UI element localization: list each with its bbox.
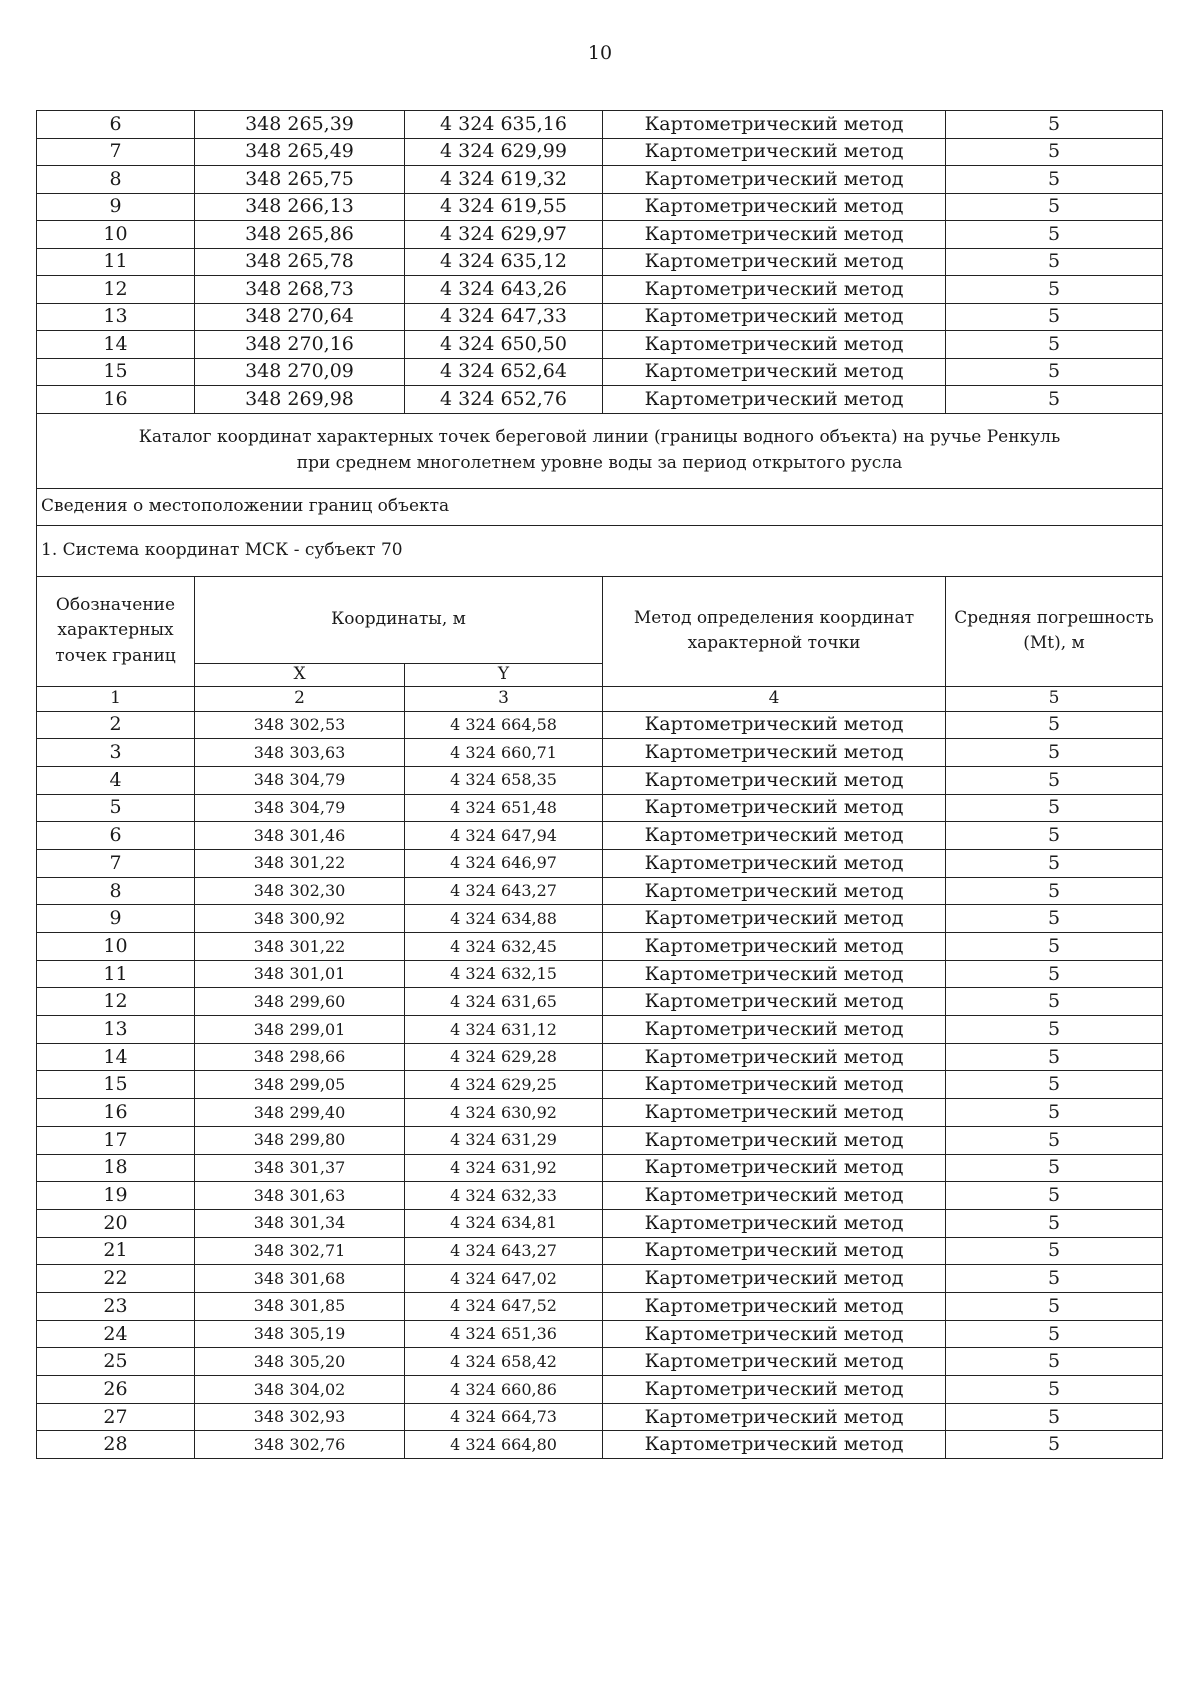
coord-y: 4 324 635,16 [405, 111, 603, 139]
coord-x: 348 301,63 [195, 1182, 405, 1210]
coord-x: 348 298,66 [195, 1043, 405, 1071]
method: Картометрический метод [603, 166, 946, 194]
mean-error: 5 [946, 166, 1163, 194]
coord-x: 348 300,92 [195, 905, 405, 933]
mean-error: 5 [946, 877, 1163, 905]
point-number: 25 [37, 1348, 195, 1376]
coord-y: 4 324 631,65 [405, 988, 603, 1016]
method: Картометрический метод [603, 1348, 946, 1376]
coord-x: 348 304,79 [195, 766, 405, 794]
point-number: 2 [37, 711, 195, 739]
table-row [37, 303, 1163, 331]
mean-error: 5 [946, 849, 1163, 877]
coord-x: 348 265,78 [195, 248, 405, 276]
point-number: 20 [37, 1209, 195, 1237]
coord-x: 348 270,16 [195, 331, 405, 359]
table-row [37, 248, 1163, 276]
header-y: Y [405, 663, 603, 686]
method: Картометрический метод [603, 276, 946, 304]
point-number: 4 [37, 766, 195, 794]
mean-error: 5 [946, 1126, 1163, 1154]
coord-x: 348 299,80 [195, 1126, 405, 1154]
coord-x: 348 305,19 [195, 1320, 405, 1348]
table-row [37, 1016, 1163, 1044]
coord-y: 4 324 643,27 [405, 877, 603, 905]
coord-x: 348 301,34 [195, 1209, 405, 1237]
coord-y: 4 324 643,27 [405, 1237, 603, 1265]
table-row [37, 877, 1163, 905]
coord-y: 4 324 643,26 [405, 276, 603, 304]
coord-y: 4 324 650,50 [405, 331, 603, 359]
method: Картометрический метод [603, 386, 946, 414]
table-row [37, 766, 1163, 794]
catalog-title-line2: при среднем многолетнем уровне воды за период открытого русла [296, 452, 903, 473]
coord-y: 4 324 660,71 [405, 739, 603, 767]
table-row [37, 358, 1163, 386]
coord-x: 348 301,01 [195, 960, 405, 988]
method: Картометрический метод [603, 1376, 946, 1404]
table-row [37, 386, 1163, 414]
method: Картометрический метод [603, 1182, 946, 1210]
point-number: 28 [37, 1431, 195, 1459]
point-number: 5 [37, 794, 195, 822]
table-row [37, 166, 1163, 194]
page-number: 10 [587, 42, 613, 64]
point-number: 11 [37, 248, 195, 276]
coord-y: 4 324 658,35 [405, 766, 603, 794]
point-number: 17 [37, 1126, 195, 1154]
table-row [37, 905, 1163, 933]
table1-body [37, 111, 1163, 414]
table-row [37, 1320, 1163, 1348]
table-row [37, 221, 1163, 249]
table-row [37, 1182, 1163, 1210]
coord-y: 4 324 652,76 [405, 386, 603, 414]
table-row [37, 1348, 1163, 1376]
method: Картометрический метод [603, 822, 946, 850]
table-row [37, 988, 1163, 1016]
method: Картометрический метод [603, 1126, 946, 1154]
table-row [37, 111, 1163, 139]
mean-error: 5 [946, 794, 1163, 822]
method: Картометрический метод [603, 303, 946, 331]
header-method: Метод определения координат характерной точки [603, 576, 946, 686]
coord-x: 348 265,49 [195, 138, 405, 166]
table-row [37, 1403, 1163, 1431]
mean-error: 5 [946, 386, 1163, 414]
mean-error: 5 [946, 1265, 1163, 1293]
table-row [37, 1071, 1163, 1099]
coord-x: 348 304,79 [195, 794, 405, 822]
coord-x: 348 302,30 [195, 877, 405, 905]
point-number: 27 [37, 1403, 195, 1431]
method: Картометрический метод [603, 331, 946, 359]
mean-error: 5 [946, 1320, 1163, 1348]
coord-y: 4 324 651,36 [405, 1320, 603, 1348]
point-number: 15 [37, 1071, 195, 1099]
point-number: 11 [37, 960, 195, 988]
coord-y: 4 324 631,92 [405, 1154, 603, 1182]
mean-error: 5 [946, 303, 1163, 331]
method: Картометрический метод [603, 1237, 946, 1265]
coord-x: 348 270,09 [195, 358, 405, 386]
header-coordinates: Координаты, м [195, 576, 603, 663]
point-number: 12 [37, 988, 195, 1016]
coord-y: 4 324 646,97 [405, 849, 603, 877]
mean-error: 5 [946, 111, 1163, 139]
coord-y: 4 324 660,86 [405, 1376, 603, 1404]
method: Картометрический метод [603, 905, 946, 933]
mean-error: 5 [946, 138, 1163, 166]
coord-x: 348 299,40 [195, 1099, 405, 1127]
header-error: Средняя погрешность (Mt), м [946, 576, 1163, 686]
mean-error: 5 [946, 331, 1163, 359]
table-row [37, 276, 1163, 304]
coord-x: 348 270,64 [195, 303, 405, 331]
mean-error: 5 [946, 1043, 1163, 1071]
coord-x: 348 265,75 [195, 166, 405, 194]
method: Картометрический метод [603, 1099, 946, 1127]
point-number: 8 [37, 166, 195, 194]
table-row [37, 1209, 1163, 1237]
method: Картометрический метод [603, 358, 946, 386]
table-row [37, 1126, 1163, 1154]
point-number: 7 [37, 138, 195, 166]
coord-y: 4 324 629,25 [405, 1071, 603, 1099]
point-number: 14 [37, 331, 195, 359]
method: Картометрический метод [603, 248, 946, 276]
coord-x: 348 299,01 [195, 1016, 405, 1044]
mean-error: 5 [946, 1071, 1163, 1099]
mean-error: 5 [946, 905, 1163, 933]
coord-x: 348 303,63 [195, 739, 405, 767]
point-number: 23 [37, 1292, 195, 1320]
point-number: 16 [37, 1099, 195, 1127]
column-number: 3 [405, 686, 603, 711]
method: Картометрический метод [603, 988, 946, 1016]
coord-y: 4 324 647,02 [405, 1265, 603, 1293]
coord-x: 348 302,53 [195, 711, 405, 739]
method: Картометрический метод [603, 1403, 946, 1431]
coord-x: 348 268,73 [195, 276, 405, 304]
method: Картометрический метод [603, 1016, 946, 1044]
mean-error: 5 [946, 960, 1163, 988]
table-row [37, 794, 1163, 822]
catalog-title-line1: Каталог координат характерных точек береговой линии (границы водного объекта) на ручье Ренкуль [138, 427, 1061, 447]
coord-y: 4 324 664,80 [405, 1431, 603, 1459]
coord-y: 4 324 631,12 [405, 1016, 603, 1044]
mean-error: 5 [946, 988, 1163, 1016]
table-row [37, 1292, 1163, 1320]
mean-error: 5 [946, 221, 1163, 249]
mean-error: 5 [946, 1237, 1163, 1265]
coord-y: 4 324 651,48 [405, 794, 603, 822]
point-number: 19 [37, 1182, 195, 1210]
coord-y: 4 324 630,92 [405, 1099, 603, 1127]
table-row [37, 739, 1163, 767]
method: Картометрический метод [603, 193, 946, 221]
mean-error: 5 [946, 822, 1163, 850]
coord-x: 348 302,71 [195, 1237, 405, 1265]
coord-y: 4 324 632,33 [405, 1182, 603, 1210]
point-number: 9 [37, 905, 195, 933]
method: Картометрический метод [603, 1292, 946, 1320]
mean-error: 5 [946, 1099, 1163, 1127]
method: Картометрический метод [603, 849, 946, 877]
method: Картометрический метод [603, 794, 946, 822]
column-number: 2 [195, 686, 405, 711]
coord-x: 348 301,22 [195, 933, 405, 961]
method: Картометрический метод [603, 111, 946, 139]
point-number: 13 [37, 303, 195, 331]
coord-y: 4 324 632,45 [405, 933, 603, 961]
point-number: 22 [37, 1265, 195, 1293]
coord-x: 348 302,76 [195, 1431, 405, 1459]
coord-x: 348 305,20 [195, 1348, 405, 1376]
table-row [37, 1431, 1163, 1459]
method: Картометрический метод [603, 960, 946, 988]
table-row [37, 331, 1163, 359]
coord-x: 348 304,02 [195, 1376, 405, 1404]
mean-error: 5 [946, 1209, 1163, 1237]
coord-y: 4 324 664,73 [405, 1403, 603, 1431]
coord-x: 348 299,60 [195, 988, 405, 1016]
method: Картометрический метод [603, 1209, 946, 1237]
table-row [37, 138, 1163, 166]
point-number: 6 [37, 822, 195, 850]
mean-error: 5 [946, 276, 1163, 304]
header-designation: Обозначение характерных точек границ [37, 576, 195, 686]
table-row [37, 711, 1163, 739]
point-number: 10 [37, 221, 195, 249]
coord-x: 348 301,46 [195, 822, 405, 850]
table-row [37, 1237, 1163, 1265]
coord-y: 4 324 664,58 [405, 711, 603, 739]
method: Картометрический метод [603, 739, 946, 767]
mean-error: 5 [946, 1016, 1163, 1044]
coordinate-system-label: 1. Система координат МСК - субъект 70 [37, 525, 1163, 576]
method: Картометрический метод [603, 138, 946, 166]
mean-error: 5 [946, 248, 1163, 276]
coord-y: 4 324 629,28 [405, 1043, 603, 1071]
coord-x: 348 269,98 [195, 386, 405, 414]
point-number: 18 [37, 1154, 195, 1182]
table-row [37, 933, 1163, 961]
coord-x: 348 301,37 [195, 1154, 405, 1182]
mean-error: 5 [946, 1154, 1163, 1182]
method: Картометрический метод [603, 1154, 946, 1182]
coord-y: 4 324 647,94 [405, 822, 603, 850]
mean-error: 5 [946, 1431, 1163, 1459]
table-row [37, 1043, 1163, 1071]
coord-x: 348 302,93 [195, 1403, 405, 1431]
table-row [37, 960, 1163, 988]
coord-x: 348 266,13 [195, 193, 405, 221]
table2-body [37, 711, 1163, 1459]
mean-error: 5 [946, 739, 1163, 767]
table-row [37, 822, 1163, 850]
location-info-label: Сведения о местоположении границ объекта [37, 488, 1163, 525]
table-row [37, 193, 1163, 221]
coord-y: 4 324 631,29 [405, 1126, 603, 1154]
coord-y: 4 324 647,52 [405, 1292, 603, 1320]
method: Картометрический метод [603, 1071, 946, 1099]
table-row [37, 849, 1163, 877]
point-number: 6 [37, 111, 195, 139]
table2-header [37, 413, 1163, 711]
mean-error: 5 [946, 1292, 1163, 1320]
point-number: 14 [37, 1043, 195, 1071]
method: Картометрический метод [603, 877, 946, 905]
point-number: 10 [37, 933, 195, 961]
method: Картометрический метод [603, 766, 946, 794]
coord-y: 4 324 652,64 [405, 358, 603, 386]
coord-x: 348 265,39 [195, 111, 405, 139]
coord-x: 348 265,86 [195, 221, 405, 249]
method: Картометрический метод [603, 711, 946, 739]
coord-x: 348 299,05 [195, 1071, 405, 1099]
point-number: 12 [37, 276, 195, 304]
point-number: 13 [37, 1016, 195, 1044]
mean-error: 5 [946, 711, 1163, 739]
method: Картометрический метод [603, 1320, 946, 1348]
point-number: 24 [37, 1320, 195, 1348]
coord-x: 348 301,22 [195, 849, 405, 877]
mean-error: 5 [946, 933, 1163, 961]
method: Картометрический метод [603, 221, 946, 249]
point-number: 8 [37, 877, 195, 905]
column-number: 1 [37, 686, 195, 711]
table-row [37, 1099, 1163, 1127]
catalog-title [37, 413, 1163, 488]
point-number: 16 [37, 386, 195, 414]
mean-error: 5 [946, 358, 1163, 386]
method: Картометрический метод [603, 1265, 946, 1293]
mean-error: 5 [946, 1376, 1163, 1404]
table-row [37, 1154, 1163, 1182]
point-number: 7 [37, 849, 195, 877]
coord-y: 4 324 634,81 [405, 1209, 603, 1237]
coord-y: 4 324 619,32 [405, 166, 603, 194]
method: Картометрический метод [603, 1043, 946, 1071]
column-number: 4 [603, 686, 946, 711]
coord-y: 4 324 632,15 [405, 960, 603, 988]
point-number: 3 [37, 739, 195, 767]
mean-error: 5 [946, 193, 1163, 221]
mean-error: 5 [946, 1403, 1163, 1431]
point-number: 15 [37, 358, 195, 386]
column-number: 5 [946, 686, 1163, 711]
mean-error: 5 [946, 766, 1163, 794]
coord-y: 4 324 647,33 [405, 303, 603, 331]
point-number: 9 [37, 193, 195, 221]
mean-error: 5 [946, 1348, 1163, 1376]
mean-error: 5 [946, 1182, 1163, 1210]
header-x: X [195, 663, 405, 686]
coord-y: 4 324 629,97 [405, 221, 603, 249]
table-row [37, 1376, 1163, 1404]
method: Картометрический метод [603, 933, 946, 961]
coord-x: 348 301,68 [195, 1265, 405, 1293]
table-row [37, 1265, 1163, 1293]
coord-y: 4 324 629,99 [405, 138, 603, 166]
point-number: 21 [37, 1237, 195, 1265]
coord-y: 4 324 619,55 [405, 193, 603, 221]
coord-y: 4 324 635,12 [405, 248, 603, 276]
coord-x: 348 301,85 [195, 1292, 405, 1320]
coord-y: 4 324 658,42 [405, 1348, 603, 1376]
coordinates-table [36, 110, 1163, 1459]
point-number: 26 [37, 1376, 195, 1404]
method: Картометрический метод [603, 1431, 946, 1459]
coord-y: 4 324 634,88 [405, 905, 603, 933]
